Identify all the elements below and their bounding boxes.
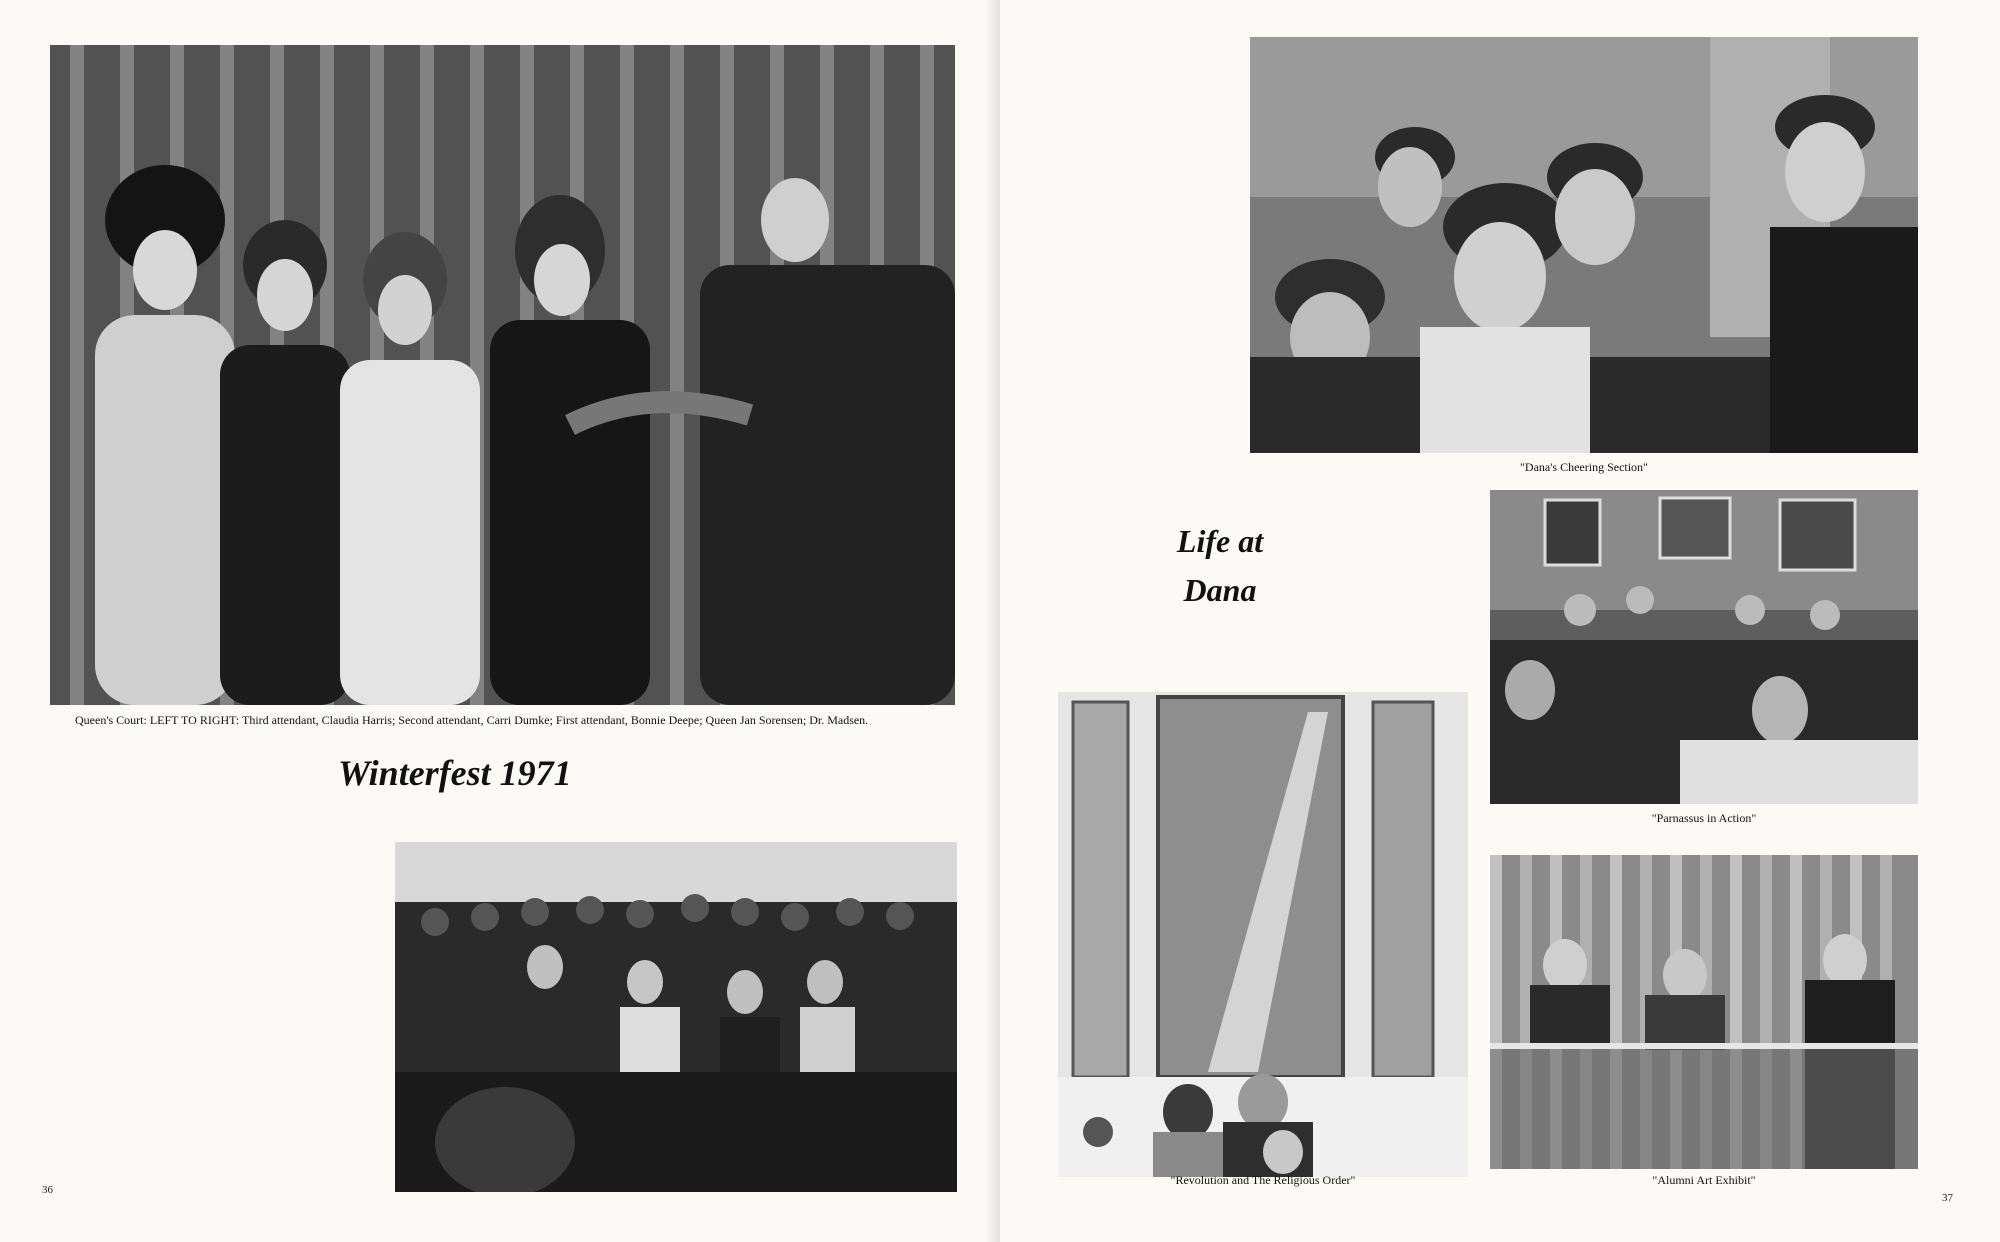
life-at-title-line2: Dana bbox=[1183, 572, 1257, 608]
cheering-section-caption: "Dana's Cheering Section" bbox=[1520, 460, 1648, 474]
cheering-section-photo bbox=[1250, 37, 1918, 453]
queens-court-photo bbox=[50, 45, 955, 705]
alumni-art-exhibit-caption: "Alumni Art Exhibit" bbox=[1652, 1173, 1756, 1187]
life-at-title-line1: Life at bbox=[1176, 523, 1264, 559]
revolution-religious-order-photo bbox=[1058, 692, 1468, 1177]
parnassus-caption: "Parnassus in Action" bbox=[1651, 811, 1757, 825]
right-page bbox=[1000, 0, 2000, 1242]
page-number-left: 36 bbox=[42, 1184, 53, 1196]
alumni-art-exhibit-photo bbox=[1490, 855, 1918, 1169]
winterfest-title: Winterfest 1971 bbox=[338, 753, 572, 793]
parnassus-photo bbox=[1490, 490, 1918, 804]
revolution-religious-order-caption: "Revolution and The Religious Order" bbox=[1170, 1173, 1356, 1187]
winterfest-crowd-photo bbox=[395, 842, 957, 1192]
page-number-right: 37 bbox=[1942, 1192, 1953, 1204]
queens-court-caption: Queen's Court: LEFT TO RIGHT: Third attendant, Claudia Harris; Second attendant, Carri Dumke; First attendant, Bonnie Deepe; Queen Jan Sorensen; Dr. Madsen. bbox=[75, 713, 869, 727]
